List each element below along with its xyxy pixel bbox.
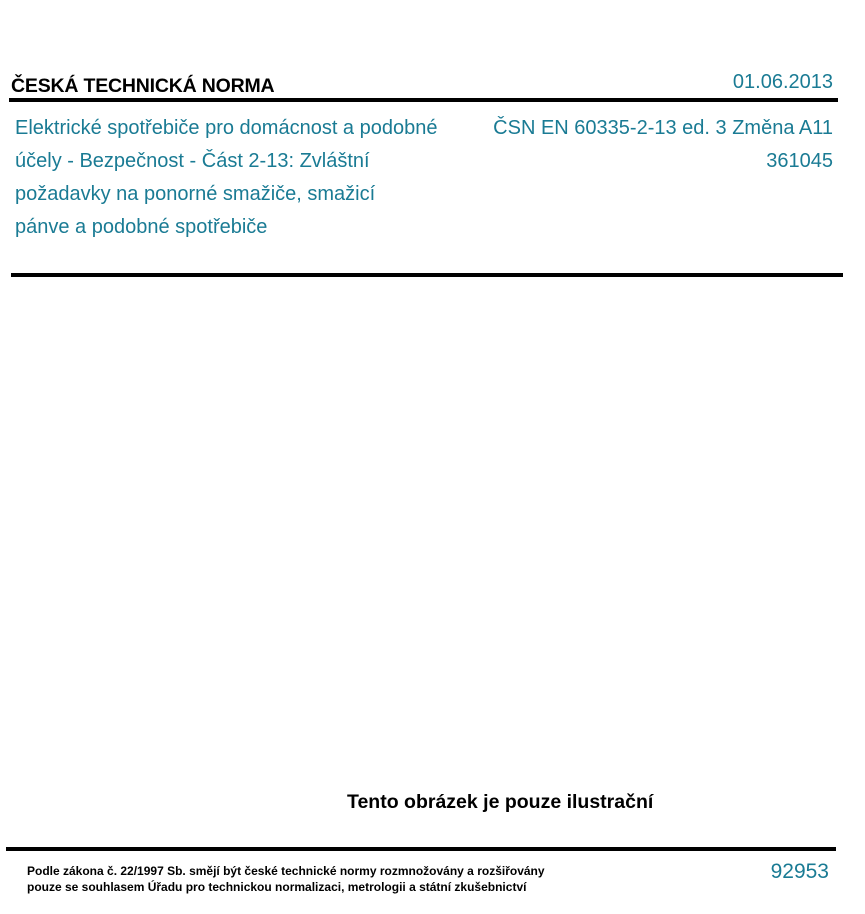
middle-divider	[11, 273, 843, 277]
title-line: požadavky na ponorné smažiče, smažicí	[15, 183, 376, 205]
bottom-divider	[6, 847, 836, 851]
legal-line: Podle zákona č. 22/1997 Sb. smějí být české technické normy rozmnožovány a rozšiřovány	[27, 864, 545, 878]
document-id: 92953	[770, 860, 829, 883]
classification-number: 361045	[766, 150, 833, 172]
legal-notice	[27, 863, 545, 895]
legal-line: pouze se souhlasem Úřadu pro technickou normalizaci, metrologii a státní zkušebnictví	[27, 880, 527, 894]
title-line: Elektrické spotřebiče pro domácnost a podobné	[15, 117, 438, 139]
standard-code: ČSN EN 60335-2-13 ed. 3 Změna A11	[493, 117, 833, 139]
illustration-note: Tento obrázek je pouze ilustrační	[347, 791, 654, 813]
title-line: pánve a podobné spotřebiče	[15, 216, 268, 238]
publication-date: 01.06.2013	[732, 71, 833, 93]
document-type-heading: ČESKÁ TECHNICKÁ NORMA	[11, 75, 275, 97]
title-line: účely - Bezpečnost - Část 2-13: Zvláštní	[15, 150, 370, 172]
top-divider	[9, 98, 838, 102]
standard-title	[15, 112, 473, 244]
